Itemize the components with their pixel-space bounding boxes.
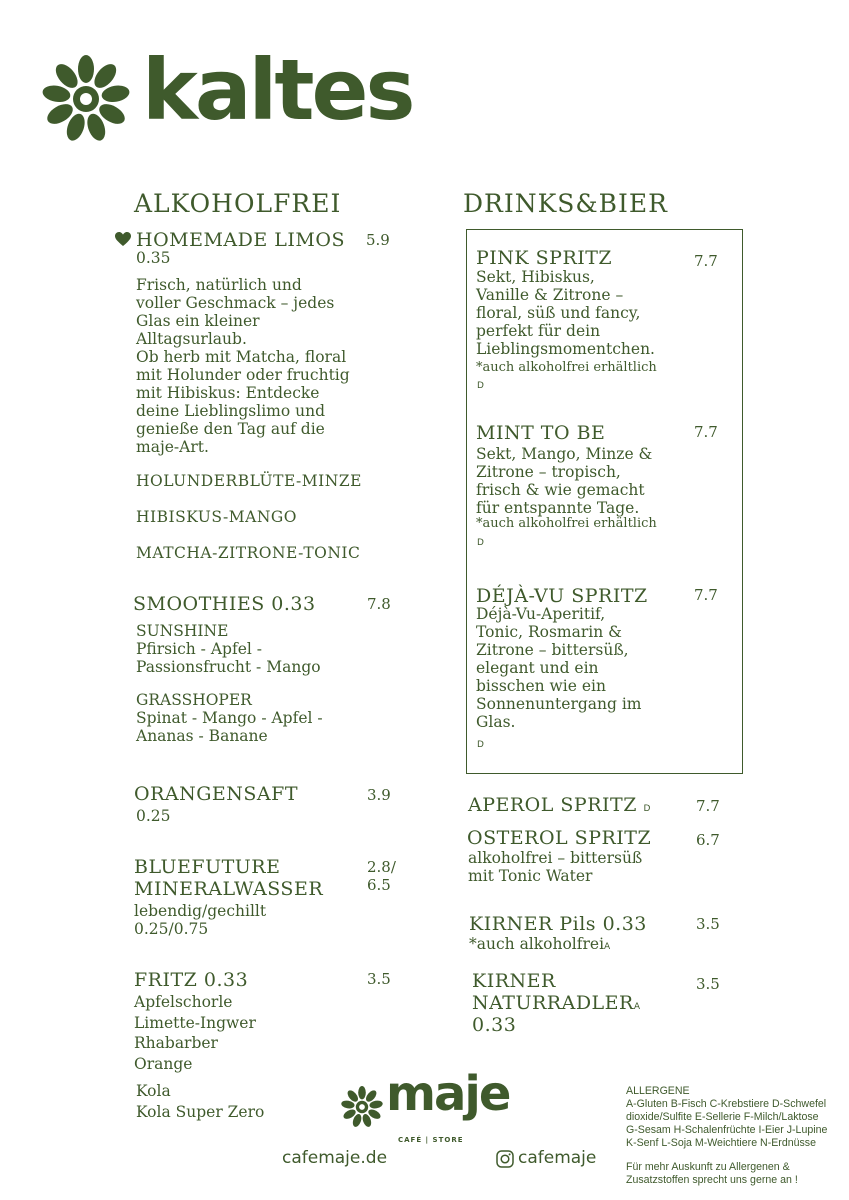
mint-to-be-price: 7.7 <box>694 423 718 441</box>
smoothies-title: SMOOTHIES 0.33 <box>133 593 316 615</box>
website-link[interactable]: cafemaje.de <box>282 1148 388 1168</box>
allergen-legend: ALLERGENE A-Gluten B-Fisch C-Krebstiere D-Schwefel dioxide/Sulfite E-Sellerie F-Milch/Laktose G-Sesam H-Schalenfrüchte I-Eier J-Lupine K-Senf L-Soja M-Weichtiere N-Erdnüsse <box>626 1085 828 1149</box>
allergen-code: D <box>477 538 484 548</box>
mint-to-be-title: MINT TO BE <box>476 422 606 444</box>
pink-spritz-price: 7.7 <box>694 252 718 270</box>
smoothie-sunshine: SUNSHINE Pfirsich - Apfel - Passionsfrucht - Mango <box>136 622 321 676</box>
orangensaft-price: 3.9 <box>367 786 391 804</box>
orangensaft-size: 0.25 <box>136 807 171 825</box>
heart-icon <box>115 232 131 247</box>
limos-description: Frisch, natürlich und voller Geschmack – jedes Glas ein kleiner Alltagsurlaub. Ob herb mit Matcha, floral mit Holunder oder fruchtig mit Hibiskus: Entdecke deine Lieblingslimo und genieße den Tag auf die maje-Art. <box>136 276 350 456</box>
section-title-alkoholfrei: ALKOHOLFREI <box>134 189 342 218</box>
smoothie-grasshoper: GRASSHOPER Spinat - Mango - Apfel - Ananas - Banane <box>136 691 323 745</box>
allergen-code: D <box>643 804 651 814</box>
deja-vu-title: DÉJÀ-VU SPRITZ <box>476 585 648 607</box>
bluefuture-title: BLUEFUTURE MINERALWASSER <box>134 856 324 900</box>
allergen-code: A <box>633 1001 641 1012</box>
fritz-title: FRITZ 0.33 <box>134 969 249 991</box>
kirner-pils-price: 3.5 <box>696 915 720 933</box>
limos-title: HOMEMADE LIMOS <box>136 229 345 251</box>
bluefuture-price: 2.8/ 6.5 <box>367 858 396 894</box>
limos-price: 5.9 <box>366 231 390 249</box>
limo-flavor: MATCHA-ZITRONE-TONIC <box>136 544 361 562</box>
allergen-code: A <box>604 942 611 952</box>
flower-logo-icon <box>40 55 132 143</box>
limo-flavor: HOLUNDERBLÜTE-MINZE <box>136 472 362 490</box>
mint-to-be-description: Sekt, Mango, Minze & Zitrone – tropisch, frisch & wie gemacht für entspannte Tage. <box>476 445 653 517</box>
deja-vu-price: 7.7 <box>694 586 718 604</box>
osterol-spritz-title: OSTEROL SPRITZ <box>467 827 652 849</box>
limo-flavor: HIBISKUS-MANGO <box>136 508 298 526</box>
flower-logo-icon <box>340 1086 384 1128</box>
aperol-spritz-price: 7.7 <box>696 797 720 815</box>
mint-to-be-note: *auch alkoholfrei erhältlich <box>476 516 657 531</box>
kirner-naturradler-title: KIRNER NATURRADLERA 0.33 <box>472 970 641 1036</box>
bluefuture-description: lebendig/gechillt 0.25/0.75 <box>134 902 267 938</box>
kirner-naturradler-price: 3.5 <box>696 975 720 993</box>
instagram-handle[interactable]: cafemaje <box>518 1148 597 1168</box>
allergen-code: D <box>477 381 484 391</box>
orangensaft-title: ORANGENSAFT <box>134 783 298 805</box>
kirner-pils-title: KIRNER Pils 0.33 <box>469 913 647 935</box>
allergen-info: Für mehr Auskunft zu Allergenen & Zusatzstoffen sprecht uns gerne an ! <box>626 1161 798 1186</box>
brand-subtitle: CAFÉ | STORE <box>398 1136 464 1144</box>
aperol-spritz-title: APEROL SPRITZ D <box>468 794 651 816</box>
fritz-kola: Kola Kola Super Zero <box>136 1082 265 1121</box>
smoothies-price: 7.8 <box>367 595 391 613</box>
page-title: kaltes <box>142 41 413 139</box>
fritz-flavors: Apfelschorle Limette-Ingwer Rhabarber Orange <box>134 993 256 1073</box>
brand-logo: maje <box>386 1066 510 1122</box>
fritz-price: 3.5 <box>367 970 391 988</box>
kirner-pils-note: *auch alkoholfreiA <box>469 935 611 953</box>
limos-size: 0.35 <box>136 249 171 267</box>
pink-spritz-note: *auch alkoholfrei erhältlich <box>476 360 657 375</box>
osterol-spritz-price: 6.7 <box>696 831 720 849</box>
pink-spritz-description: Sekt, Hibiskus, Vanille & Zitrone – floral, süß und fancy, perfekt für dein Lieblingsmomentchen. <box>476 268 655 358</box>
section-title-drinks-bier: DRINKS&BIER <box>463 189 668 218</box>
pink-spritz-title: PINK SPRITZ <box>476 247 613 269</box>
allergen-code: D <box>477 740 484 750</box>
deja-vu-description: Déjà-Vu-Aperitif, Tonic, Rosmarin & Zitrone – bittersüß, elegant und ein bisschen wie ein Sonnenuntergang im Glas. <box>476 605 642 731</box>
instagram-icon <box>496 1150 514 1168</box>
osterol-spritz-description: alkoholfrei – bittersüß mit Tonic Water <box>468 849 643 885</box>
